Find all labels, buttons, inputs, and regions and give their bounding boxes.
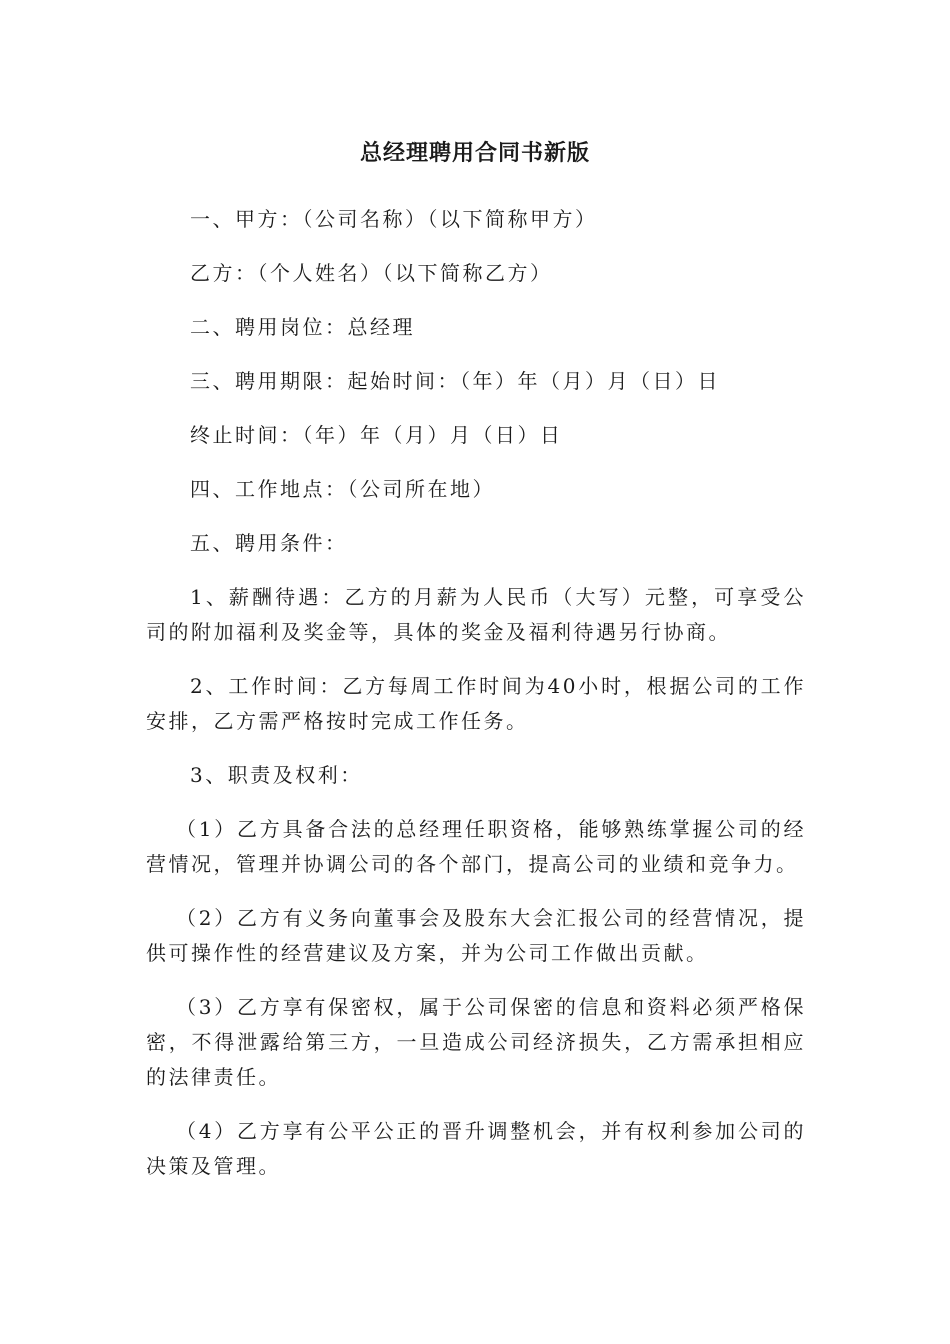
salary-paragraph: 1、薪酬待遇：乙方的月薪为人民币（大写）元整，可享受公司的附加福利及奖金等，具体的奖金及福利待遇另行协商。 [146, 585, 806, 644]
work-location-line: 四、工作地点：（公司所在地） [190, 477, 495, 501]
conditions-heading: 五、聘用条件： [190, 531, 348, 555]
work-hours-paragraph: 2、工作时间：乙方每周工作时间为40小时，根据公司的工作安排，乙方需严格按时完成工作任务。 [146, 674, 806, 733]
term-start-line: 三、聘用期限：起始时间：（年）年（月）月（日）日 [190, 369, 720, 393]
duties-heading: 3、职责及权利： [190, 763, 363, 787]
position-line: 二、聘用岗位：总经理 [190, 315, 415, 339]
duty-item-2: （2）乙方有义务向董事会及股东大会汇报公司的经营情况，提供可操作性的经营建议及方案，并为公司工作做出贡献。 [146, 906, 806, 965]
duty-item-4: （4）乙方享有公平公正的晋升调整机会，并有权利参加公司的决策及管理。 [146, 1119, 806, 1178]
party-a-line: 一、甲方：（公司名称）（以下简称甲方） [190, 207, 598, 231]
party-b-line: 乙方：（个人姓名）（以下简称乙方） [190, 261, 553, 285]
document-body [146, 202, 806, 1203]
duty-item-1: （1）乙方具备合法的总经理任职资格，能够熟练掌握公司的经营情况，管理并协调公司的各个部门，提高公司的业绩和竞争力。 [146, 817, 806, 876]
term-end-line: 终止时间：（年）年（月）月（日）日 [190, 423, 563, 447]
document-title: 总经理聘用合同书新版 [359, 141, 590, 166]
duty-item-3: （3）乙方享有保密权，属于公司保密的信息和资料必须严格保密，不得泄露给第三方，一旦造成公司经济损失，乙方需承担相应的法律责任。 [146, 995, 806, 1089]
